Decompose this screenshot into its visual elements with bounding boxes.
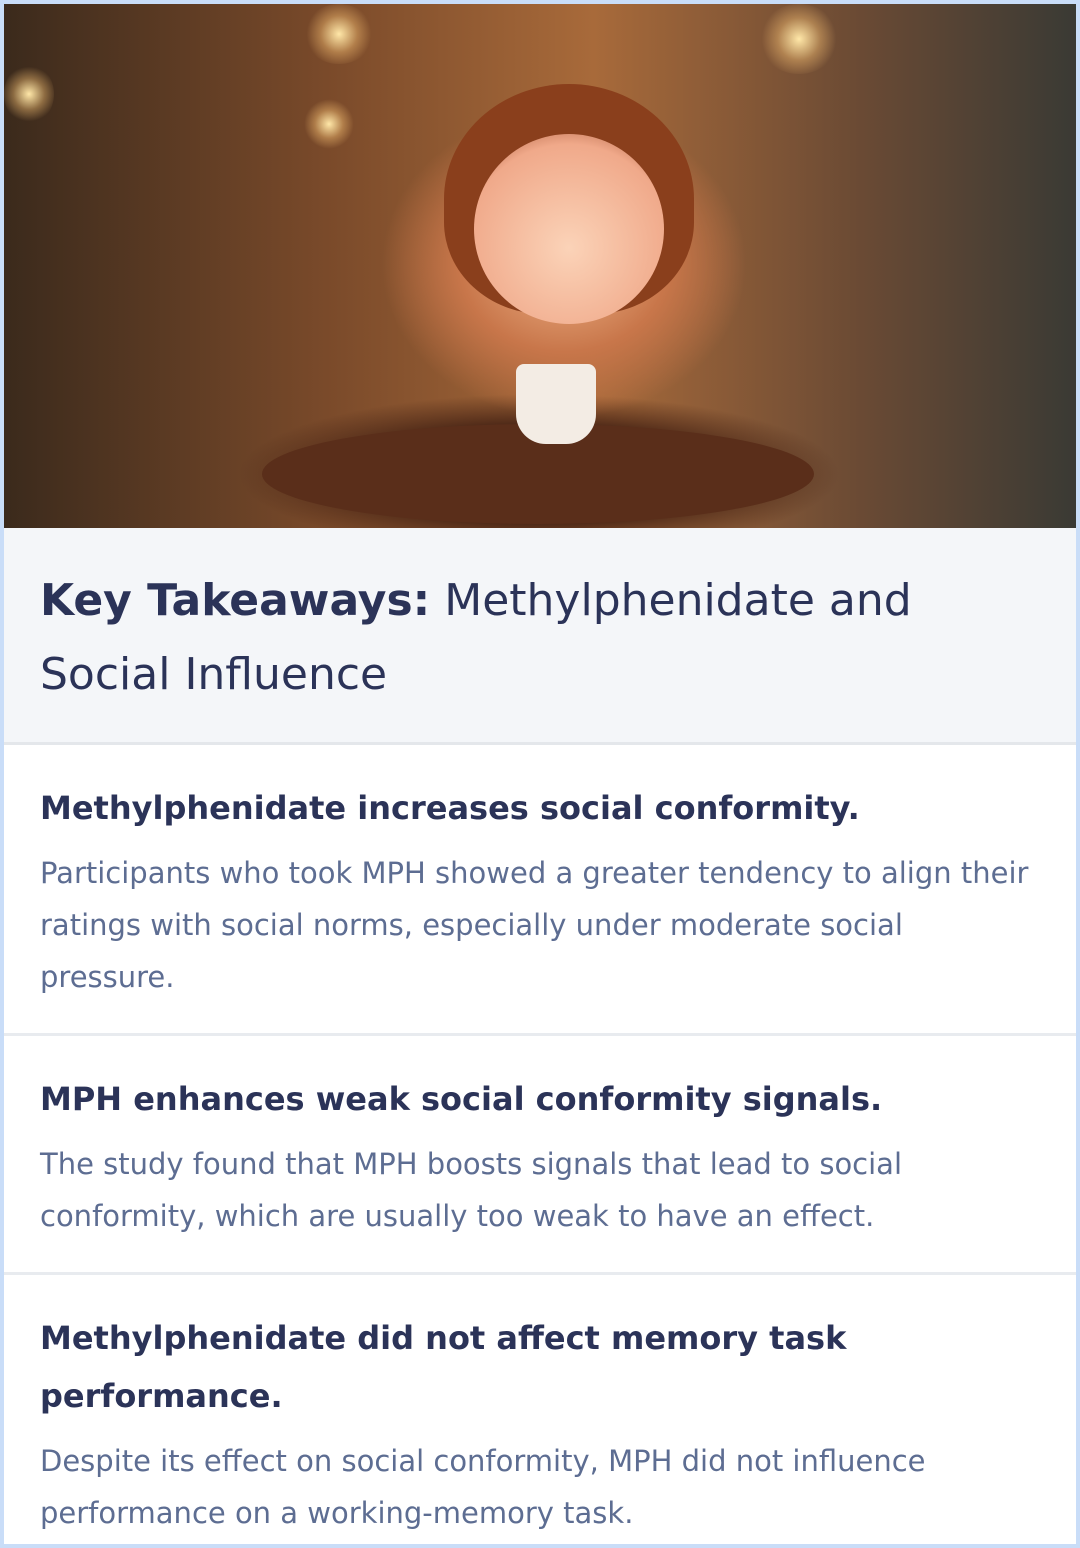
takeaway-body: Participants who took MPH showed a greater tendency to align their ratings with social norms, especially under moderate social pressure. (40, 856, 1029, 994)
takeaway-item (4, 1275, 1076, 1544)
takeaway-heading: Methylphenidate did not affect memory task performance. (40, 1319, 847, 1415)
takeaway-item (4, 1036, 1076, 1275)
takeaways-card (4, 4, 1076, 1544)
hero-image (4, 4, 1076, 528)
takeaway-heading: Methylphenidate increases social conformity. (40, 789, 860, 827)
takeaway-item (4, 745, 1076, 1036)
card-header (4, 528, 1076, 745)
takeaway-body: Despite its effect on social conformity, MPH did not influence performance on a working-memory task. (40, 1444, 926, 1530)
title-bold: Key Takeaways: (40, 575, 431, 626)
page-title (40, 564, 1040, 712)
title-rest: Methylphenidate and Social Influence (40, 575, 912, 700)
takeaway-heading: MPH enhances weak social conformity signals. (40, 1080, 883, 1118)
takeaway-body: The study found that MPH boosts signals that lead to social conformity, which are usually too weak to have an effect. (40, 1147, 903, 1233)
